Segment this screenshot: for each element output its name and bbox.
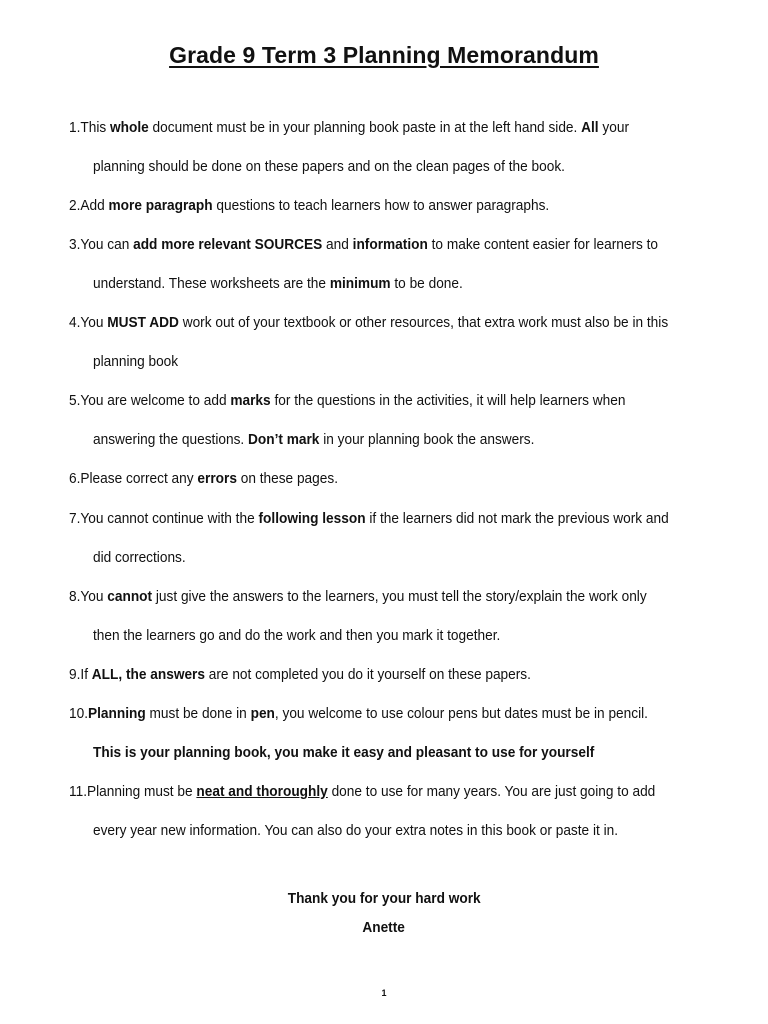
document-title: Grade 9 Term 3 Planning Memorandum xyxy=(169,42,599,68)
page-number: 1 xyxy=(381,988,387,998)
item-4-line-2: planning book xyxy=(93,353,179,370)
signature: Anette xyxy=(362,919,406,936)
item-8-line-1: 8.You cannot just give the answers to the learners, you must tell the story/explain the work only xyxy=(69,588,647,605)
item-3-line-1: 3.You can add more relevant SOURCES and information to make content easier for learners to xyxy=(69,236,659,253)
item-7-line-1: 7.You cannot continue with the following lesson if the learners did not mark the previous work and xyxy=(69,510,669,527)
item-7-line-2: did corrections. xyxy=(93,549,186,566)
item-2-line-1: 2.Add more paragraph questions to teach learners how to answer paragraphs. xyxy=(69,197,550,214)
closing-line: Thank you for your hard work xyxy=(287,890,481,907)
item-11-line-2: every year new information. You can also do your extra notes in this book or paste it in. xyxy=(93,822,619,839)
item-3-line-2: understand. These worksheets are the minimum to be done. xyxy=(93,275,463,292)
item-1-line-2: planning should be done on these papers and on the clean pages of the book. xyxy=(93,158,565,175)
item-10-emphasis-line: This is your planning book, you make it easy and pleasant to use for yourself xyxy=(93,744,595,761)
item-9-line-1: 9.If ALL, the answers are not completed you do it yourself on these papers. xyxy=(69,666,531,683)
item-4-line-1: 4.You MUST ADD work out of your textbook or other resources, that extra work must also be in this xyxy=(69,314,669,331)
item-6-line-1: 6.Please correct any errors on these pages. xyxy=(69,470,339,487)
item-10-line-1: 10.Planning must be done in pen, you welcome to use colour pens but dates must be in pencil. xyxy=(69,705,648,722)
item-8-line-2: then the learners go and do the work and then you mark it together. xyxy=(93,627,501,644)
item-11-line-1: 11.Planning must be neat and thoroughly done to use for many years. You are just going to add xyxy=(69,783,656,800)
item-5-line-1: 5.You are welcome to add marks for the questions in the activities, it will help learners when xyxy=(69,392,626,409)
item-5-line-2: answering the questions. Don’t mark in your planning book the answers. xyxy=(93,431,535,448)
item-1-line-1: 1.This whole document must be in your planning book paste in at the left hand side. All your xyxy=(69,119,629,136)
